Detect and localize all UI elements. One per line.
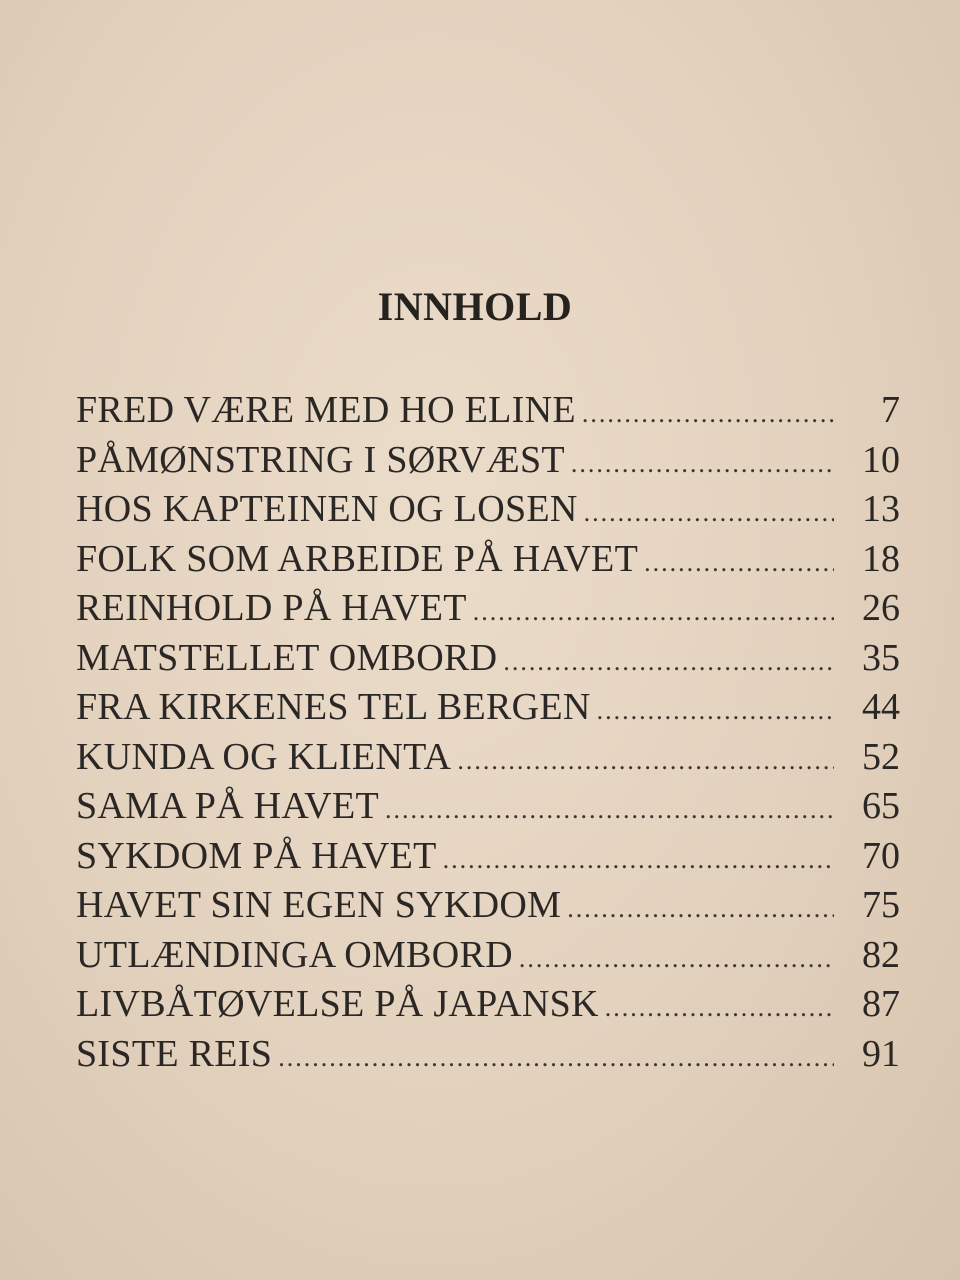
toc-entry-title: SYKDOM PÅ HAVET (76, 834, 437, 877)
toc-entry (76, 584, 900, 634)
toc-entry-title: MATSTELLET OMBORD (76, 636, 498, 679)
toc-entry-title: UTLÆNDINGA OMBORD (76, 933, 513, 976)
toc-entry-page: 35 (862, 636, 900, 679)
toc-entry (76, 782, 900, 832)
dot-leader (644, 538, 834, 588)
toc-entry-title: FRED VÆRE MED HO ELINE (76, 389, 576, 431)
toc-entry-page: 44 (862, 686, 900, 728)
dot-leader (605, 983, 834, 1033)
toc-entry-title: PÅMØNSTRING I SØRVÆST (76, 438, 565, 481)
toc-entry (76, 733, 900, 783)
dot-leader (571, 439, 834, 489)
toc-entry-title: HOS KAPTEINEN OG LOSEN (76, 488, 578, 530)
toc-entry (76, 881, 900, 931)
dot-leader (457, 736, 834, 786)
toc-entry-page: 75 (862, 884, 900, 926)
toc-entry-page: 82 (862, 933, 900, 976)
toc-entry (76, 980, 900, 1030)
dot-leader (597, 686, 834, 736)
toc-entry-title: FRA KIRKENES TEL BERGEN (76, 686, 591, 728)
toc-entry-title: HAVET SIN EGEN SYKDOM (76, 884, 562, 926)
toc-entry-title: SAMA PÅ HAVET (76, 785, 380, 827)
dot-leader (582, 389, 834, 439)
toc-entry (76, 634, 900, 684)
dot-leader (278, 1033, 834, 1083)
toc-entry (76, 485, 900, 535)
toc-entry-title: REINHOLD PÅ HAVET (76, 587, 467, 629)
toc-entry (76, 931, 900, 981)
dot-leader (519, 934, 834, 984)
toc-entry-page: 65 (862, 785, 900, 827)
toc-entry-title: LIVBÅTØVELSE PÅ JAPANSK (76, 983, 599, 1025)
dot-leader (385, 785, 834, 835)
toc-entry-page: 87 (862, 983, 900, 1025)
toc-entry-page: 70 (862, 834, 900, 877)
toc-entry (76, 832, 900, 882)
toc-entry (76, 535, 900, 585)
dot-leader (567, 884, 834, 934)
toc-entry-title: KUNDA OG KLIENTA (76, 735, 452, 778)
dot-leader (443, 835, 834, 885)
toc-entry-page: 10 (862, 438, 900, 481)
toc-entry-page: 52 (862, 735, 900, 778)
page-title: INNHOLD (377, 284, 573, 329)
dot-leader (584, 488, 834, 538)
toc-entry-page: 26 (862, 587, 900, 629)
toc-entry (76, 1030, 900, 1080)
toc-entry (76, 683, 900, 733)
toc-entry (76, 436, 900, 486)
toc-entry-page: 7 (881, 389, 900, 431)
toc-entry-title: SISTE REIS (76, 1032, 273, 1075)
toc-entry-page: 18 (862, 537, 900, 580)
dot-leader (503, 637, 834, 687)
toc-entry-page: 91 (862, 1032, 900, 1075)
table-of-contents (76, 386, 900, 1079)
toc-entry-title: FOLK SOM ARBEIDE PÅ HAVET (76, 537, 639, 580)
toc-entry (76, 386, 900, 436)
toc-entry-page: 13 (862, 488, 900, 530)
dot-leader (473, 587, 834, 637)
